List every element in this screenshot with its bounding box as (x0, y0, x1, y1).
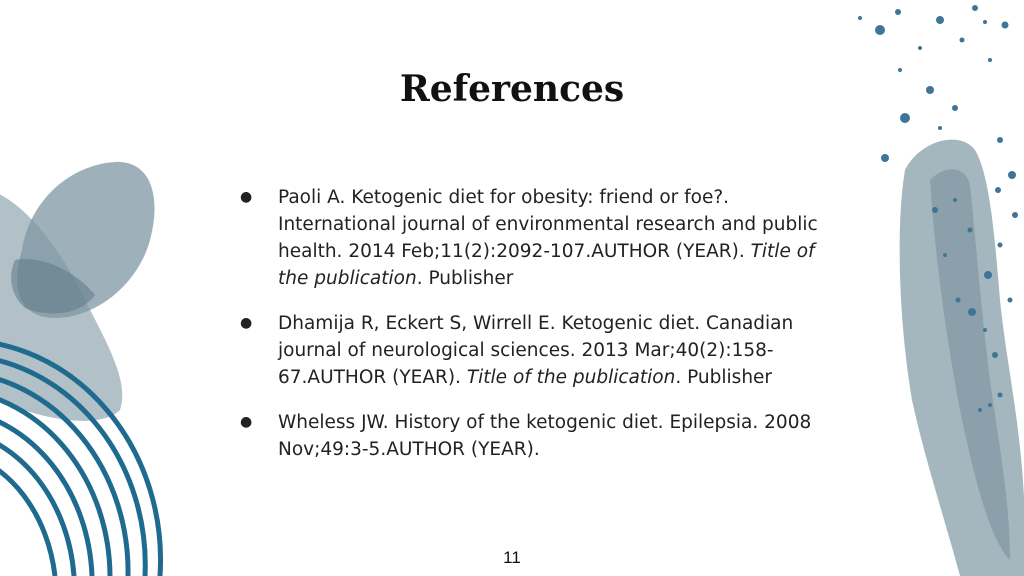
reference-text: Dhamija R, Eckert S, Wirrell E. Ketogenic diet. Canadian journal of neurological sciences. 2013 Mar;40(2):158-67.AUTHOR (YEAR). (278, 313, 794, 388)
list-item (236, 310, 836, 391)
bullet-icon: ● (240, 315, 253, 331)
reference-text: Wheless JW. History of the ketogenic diet. Epilepsia. 2008 Nov;49:3-5.AUTHOR (YEAR). (278, 412, 812, 460)
reference-italic: Title of the publication (466, 367, 676, 388)
right-watercolor-stroke (900, 140, 1024, 576)
reference-list (236, 184, 836, 481)
page-number: 11 (503, 548, 521, 567)
list-item (236, 184, 836, 292)
page-title: References (399, 68, 625, 110)
reference-italic: Title of the publication (278, 241, 815, 289)
bullet-icon: ● (240, 189, 253, 205)
reference-tail: . Publisher (675, 367, 773, 388)
bullet-icon: ● (240, 414, 253, 430)
reference-text: Paoli A. Ketogenic diet for obesity: friend or foe?. International journal of environmental research and public health. 2014 Feb;11(2):2092-107.AUTHOR (YEAR). (278, 187, 818, 262)
list-item (236, 409, 836, 463)
reference-tail: . Publisher (416, 268, 514, 289)
